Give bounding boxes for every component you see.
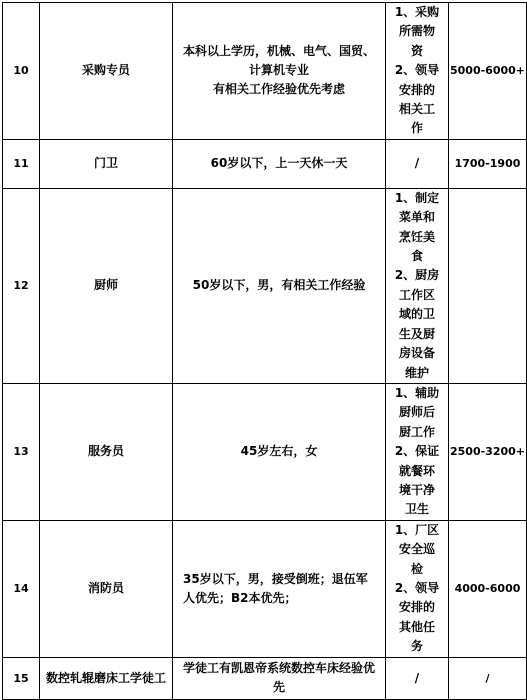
position-name: 厨师 bbox=[40, 188, 173, 383]
requirements-text: 35岁以下，男，接受倒班；退伍军人优先；B2本优先； bbox=[183, 571, 368, 605]
row-number: 13 bbox=[3, 383, 40, 520]
row-number: 14 bbox=[3, 520, 40, 657]
requirements-cell bbox=[173, 3, 386, 140]
table-row bbox=[3, 520, 527, 657]
requirements-text: 50岁以下，男，有相关工作经验 bbox=[192, 278, 366, 293]
position-name: 采购专员 bbox=[40, 3, 173, 140]
duties-text: / bbox=[414, 156, 420, 171]
duties-cell bbox=[386, 657, 449, 699]
requirements-cell bbox=[173, 657, 386, 699]
duties-cell bbox=[386, 139, 449, 188]
table-row bbox=[3, 383, 527, 520]
row-number: 15 bbox=[3, 657, 40, 699]
requirements-text: 45岁左右，女 bbox=[240, 444, 318, 459]
duties-cell bbox=[386, 3, 449, 140]
row-number: 10 bbox=[3, 3, 40, 140]
duties-cell bbox=[386, 188, 449, 383]
table-row bbox=[3, 188, 527, 383]
salary-cell: 1700-1900 bbox=[449, 139, 527, 188]
position-name: 服务员 bbox=[40, 383, 173, 520]
position-name: 门卫 bbox=[40, 139, 173, 188]
requirements-cell bbox=[173, 383, 386, 520]
table-row bbox=[3, 657, 527, 699]
salary-cell: 5000-6000+ bbox=[449, 3, 527, 140]
position-name: 数控轧辊磨床工学徒工 bbox=[40, 657, 173, 699]
salary-cell: 2500-3200+ bbox=[449, 383, 527, 520]
requirements-text: 学徒工有凯恩帝系统数控车床经验优先 bbox=[183, 661, 376, 695]
salary-cell: / bbox=[449, 657, 527, 699]
job-listing-table bbox=[2, 2, 527, 700]
duties-text: 1、辅助 厨师后 厨工作 2、保证 就餐环 境干净 卫生 bbox=[394, 385, 440, 517]
row-number: 11 bbox=[3, 139, 40, 188]
duties-text: 1、制定 菜单和 烹饪美 食 2、厨房 工作区 域的卫 生及厨 房设备 维护 bbox=[394, 190, 440, 380]
duties-cell bbox=[386, 520, 449, 657]
requirements-text: 本科以上学历，机械、电气、国贸、计算机专业 有相关工作经验优先考虑 bbox=[183, 44, 376, 97]
duties-cell bbox=[386, 383, 449, 520]
table-row bbox=[3, 3, 527, 140]
salary-cell bbox=[449, 188, 527, 383]
duties-text: / bbox=[414, 670, 420, 685]
requirements-text: 60岁以下，上一天休一天 bbox=[210, 156, 348, 171]
requirements-cell bbox=[173, 139, 386, 188]
duties-text: 1、采购 所需物 资 2、领导 安排的 相关工 作 bbox=[394, 5, 440, 136]
requirements-cell bbox=[173, 520, 386, 657]
duties-text: 1、厂区 安全巡 检 2、领导 安排的 其他任 务 bbox=[394, 522, 440, 654]
position-name: 消防员 bbox=[40, 520, 173, 657]
row-number: 12 bbox=[3, 188, 40, 383]
salary-cell: 4000-6000 bbox=[449, 520, 527, 657]
requirements-cell bbox=[173, 188, 386, 383]
table-row bbox=[3, 139, 527, 188]
